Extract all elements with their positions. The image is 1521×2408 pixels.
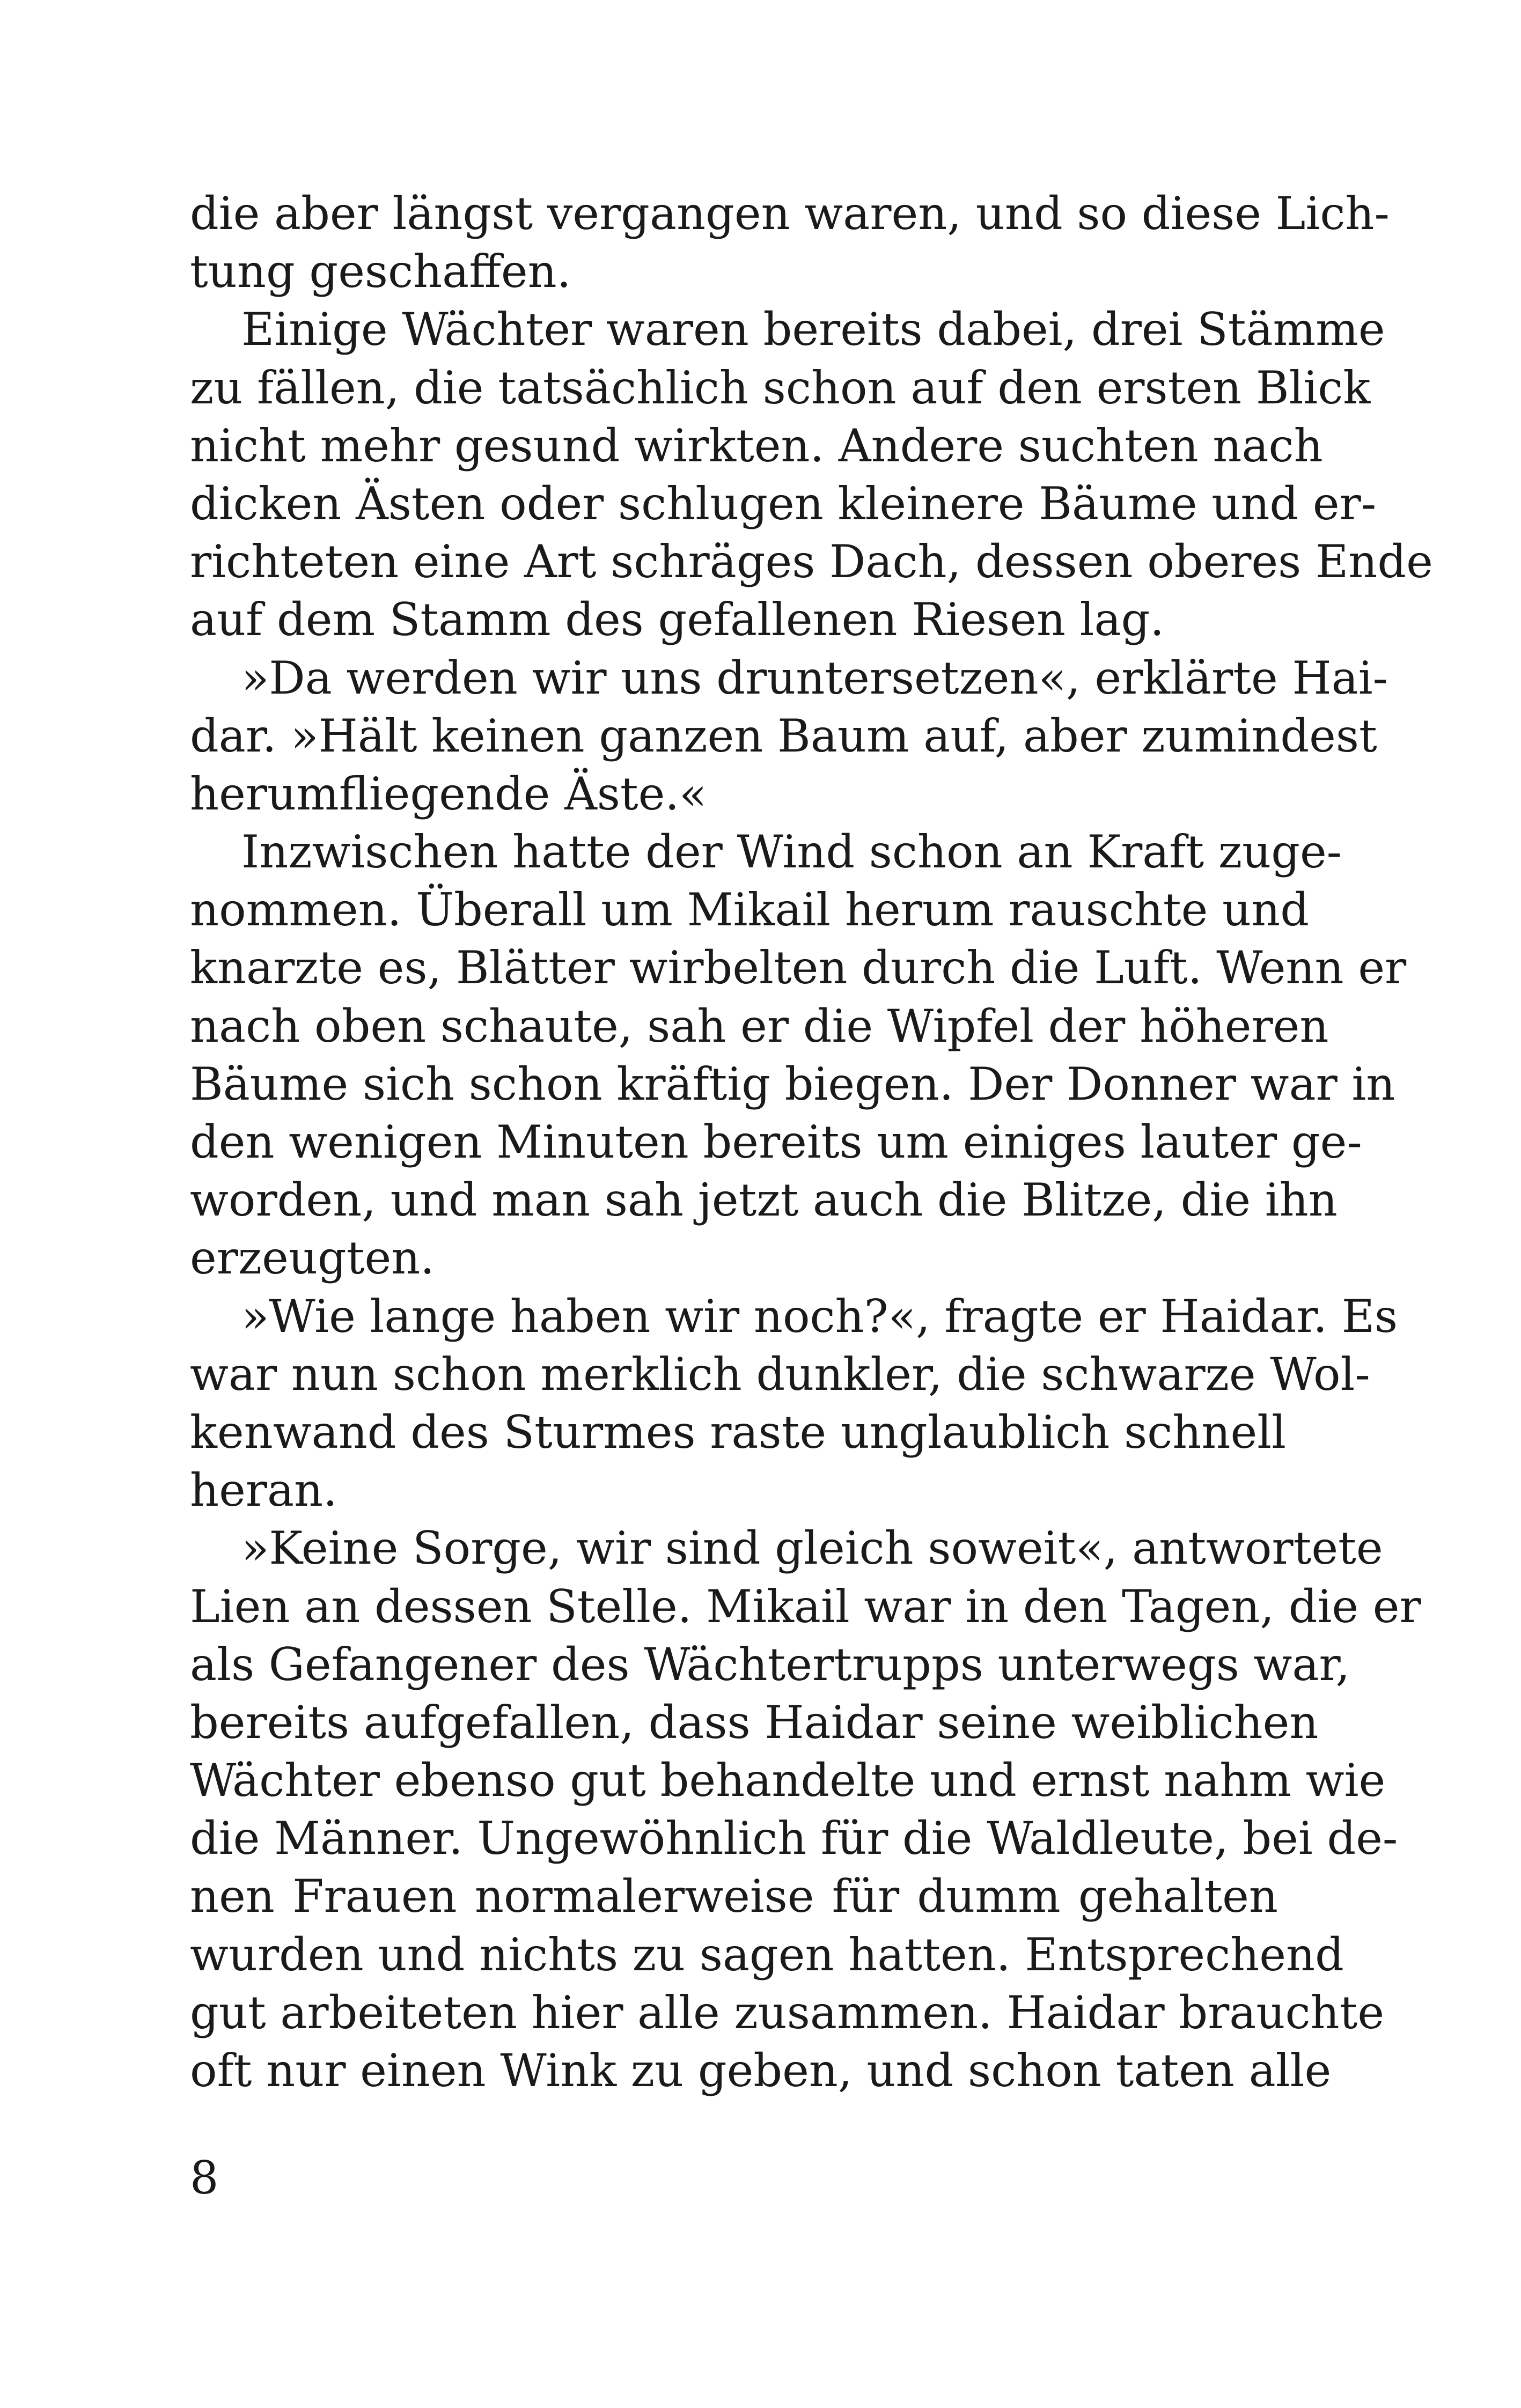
text-line: den wenigen Minuten bereits um einiges lauter ge-: [190, 1116, 1362, 1168]
text-line: »Keine Sorge, wir sind gleich soweit«, antwortete: [241, 1522, 1383, 1575]
text-line: dar. »Hält keinen ganzen Baum auf, aber zumindest: [190, 709, 1377, 762]
text-line: »Wie lange haben wir noch?«, fragte er Haidar. Es: [241, 1290, 1398, 1343]
text-line: knarzte es, Blätter wirbelten durch die Luft. Wenn er: [190, 941, 1407, 995]
text-line: als Gefangener des Wächtertrupps unterwegs war,: [190, 1638, 1350, 1691]
text-line: heran.: [190, 1464, 337, 1517]
text-line: kenwand des Sturmes raste unglaublich schnell: [190, 1405, 1286, 1459]
text-line: nen Frauen normalerweise für dumm gehalten: [190, 1870, 1278, 1923]
text-line: Lien an dessen Stelle. Mikail war in den Tagen, die er: [190, 1580, 1421, 1633]
text-line: nicht mehr gesund wirkten. Andere suchten nach: [190, 419, 1323, 472]
text-line: bereits aufgefallen, dass Haidar seine weiblichen: [190, 1696, 1319, 1749]
text-line: erzeugten.: [190, 1232, 435, 1285]
text-line: gut arbeiteten hier alle zusammen. Haidar brauchte: [190, 1986, 1385, 2039]
text-line: dicken Ästen oder schlugen kleinere Bäume und er-: [190, 477, 1377, 530]
text-line: nach oben schaute, sah er die Wipfel der höheren: [190, 999, 1329, 1052]
text-line: nommen. Überall um Mikail herum rauschte und: [190, 883, 1310, 937]
text-line: die Männer. Ungewöhnlich für die Waldleute, bei de-: [190, 1812, 1398, 1865]
text-line: wurden und nichts zu sagen hatten. Entsprechend: [190, 1928, 1344, 1981]
text-line: Wächter ebenso gut behandelte und ernst nahm wie: [190, 1754, 1386, 1807]
text-line: die aber längst vergangen waren, und so diese Lich-: [190, 187, 1390, 240]
text-line: zu fällen, die tatsächlich schon auf den ersten Blick: [190, 361, 1371, 414]
text-line: Inzwischen hatte der Wind schon an Kraft zuge-: [241, 826, 1342, 879]
text-line: tung geschaffen.: [190, 245, 571, 298]
text-line: war nun schon merklich dunkler, die schwarze Wol-: [190, 1347, 1370, 1401]
text-line: oft nur einen Wink zu geben, und schon taten alle: [190, 2044, 1332, 2097]
text-line: worden, und man sah jetzt auch die Blitze, die ihn: [190, 1174, 1338, 1227]
body-text: [190, 185, 1433, 2100]
text-line: herumfliegende Äste.«: [190, 767, 707, 820]
text-line: Bäume sich schon kräftig biegen. Der Donner war in: [190, 1057, 1395, 1110]
text-line: auf dem Stamm des gefallenen Riesen lag.: [190, 593, 1165, 646]
text-line: richteten eine Art schräges Dach, dessen oberes Ende: [190, 535, 1433, 588]
text-line: »Da werden wir uns druntersetzen«, erklärte Hai-: [241, 651, 1388, 704]
text-line: Einige Wächter waren bereits dabei, drei Stämme: [241, 303, 1385, 356]
page-number: 8: [190, 2152, 219, 2204]
